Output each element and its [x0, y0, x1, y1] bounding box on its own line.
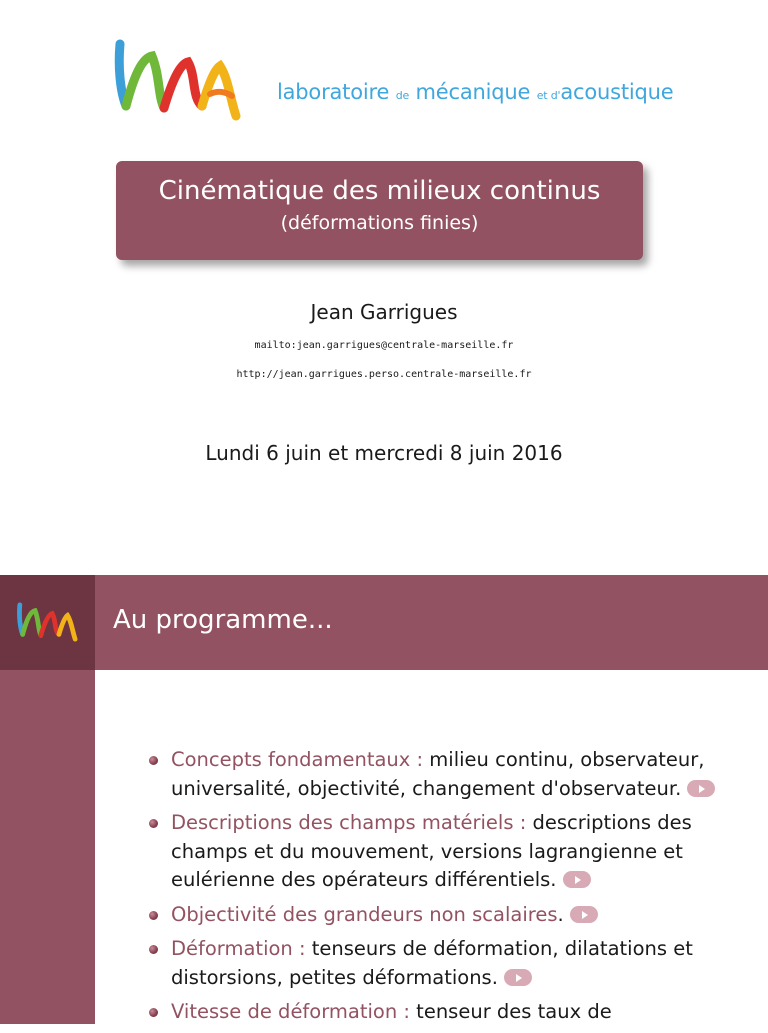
round-bullet-icon	[149, 911, 158, 920]
header-logo-cell	[0, 575, 95, 670]
item-text: descriptions des champs et du mouvement, versions lagrangienne et eulérienne des opérateurs différentiels.	[171, 811, 692, 891]
program-slide	[0, 575, 768, 1024]
lab-name-part: laboratoire	[277, 80, 390, 104]
sidebar	[0, 670, 95, 1024]
list-item	[148, 809, 728, 895]
lma-logo	[16, 601, 78, 643]
email-link[interactable]: mailto:jean.garrigues@centrale-marseille.fr	[254, 340, 514, 351]
lab-name-part: de	[395, 89, 410, 102]
list-item	[148, 998, 728, 1027]
item-heading: Concepts fondamentaux :	[171, 748, 424, 771]
item-text: tenseur des taux de	[409, 1000, 612, 1023]
item-text: milieu continu, observateur, universalité, objectivité, changement d'observateur.	[171, 748, 705, 800]
list-item	[148, 935, 728, 992]
round-bullet-icon	[149, 945, 158, 954]
item-text: .	[557, 902, 564, 926]
goto-arrow-button-icon[interactable]	[504, 969, 532, 986]
list-item	[148, 901, 728, 930]
item-heading: Déformation :	[171, 937, 306, 960]
lab-name-part: et d'	[536, 89, 561, 102]
item-heading: Objectivité des grandeurs non scalaires	[171, 902, 558, 926]
round-bullet-icon	[149, 1008, 158, 1017]
goto-arrow-button-icon[interactable]	[687, 780, 715, 797]
list-item	[148, 746, 728, 803]
lab-name-part: acoustique	[560, 80, 674, 104]
author-name: Jean Garrigues	[310, 300, 458, 324]
presentation-title: Cinématique des milieux continus	[158, 176, 601, 206]
goto-arrow-button-icon[interactable]	[570, 906, 598, 923]
item-heading: Descriptions des champs matériels :	[171, 811, 527, 834]
title-box	[116, 161, 643, 260]
presentation-date: Lundi 6 juin et mercredi 8 juin 2016	[205, 441, 563, 465]
item-text: tenseurs de déformation, dilatations et distorsions, petites déformations.	[171, 937, 693, 989]
slide-title: Au programme...	[113, 605, 333, 635]
presentation-subtitle: (déformations finies)	[280, 212, 479, 234]
program-list	[148, 746, 728, 1033]
item-heading: Vitesse de déformation :	[171, 1000, 410, 1023]
website-link[interactable]: http://jean.garrigues.perso.centrale-marseille.fr	[236, 369, 532, 380]
lma-logo	[112, 36, 242, 124]
round-bullet-icon	[149, 819, 158, 828]
round-bullet-icon	[149, 756, 158, 765]
lab-name-part: mécanique	[415, 80, 531, 104]
slide-header	[95, 575, 768, 670]
goto-arrow-button-icon[interactable]	[563, 871, 591, 888]
laboratory-name	[277, 80, 673, 104]
